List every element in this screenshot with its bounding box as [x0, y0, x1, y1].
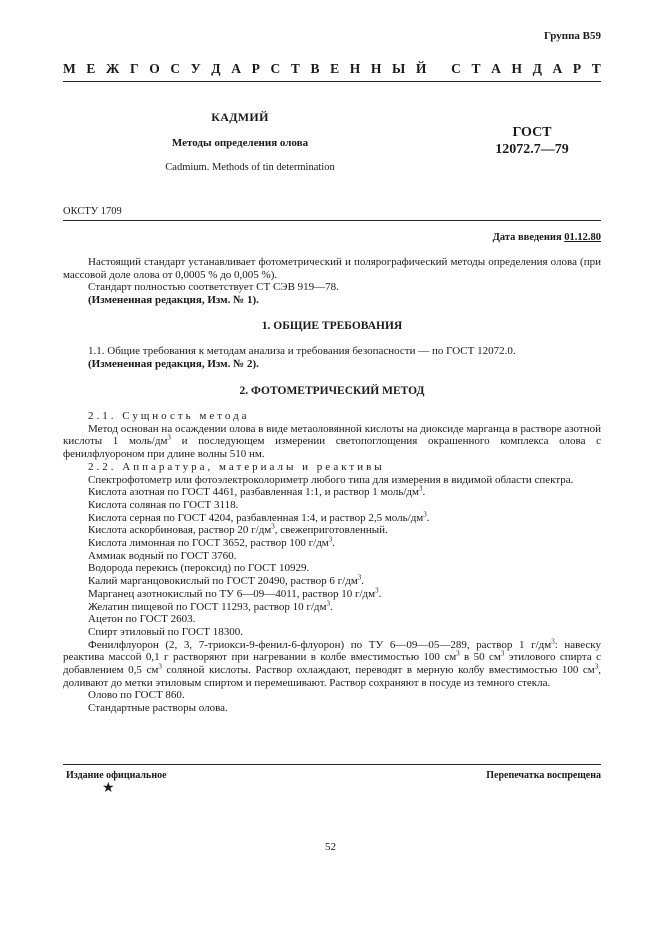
banner-letter: Р — [251, 61, 260, 76]
reagent-item: Кислота серная по ГОСТ 4204, разбавленная 1:4, и раствор 2,5 моль/$дм^3$. — [88, 509, 430, 524]
section-1-text — [63, 345, 601, 370]
document-subtitle: Методы определения олова — [171, 137, 309, 149]
banner-letter: М — [63, 61, 76, 76]
banner-letter: С — [170, 61, 181, 76]
banner-rule — [63, 81, 601, 82]
reagent-item: Кислота лимонная по ГОСТ 3652, раствор 100 $г/дм^3$. — [88, 535, 335, 550]
reagent-item: Фенилфлуорон (2, 3, 7-триокси-9-фенил-6-флуорон) по ТУ 6—09—05—289, раствор 1 $г/дм^3$: навеску реактива массой 0,1 г растворяют при нагревании в колбе вместимостью 100 $см^3$ в 50 $см^3$ этилового спирта с добавлением 0,5 $см^3$ соляной кислоты. Раствор охлаждают, переводят в мерную колбу вместимостью 100 $см^3$, доливают до метки этиловым спиртом и перемешивают. Раствор сохраняют в посуде из темного стекла. — [63, 637, 602, 689]
reagent-item: Стандартные растворы олова. — [88, 702, 228, 715]
reagent-item: Калий марганцовокислый по ГОСТ 20490, раствор 6 $г/дм^3$. — [88, 573, 365, 588]
banner-gap — [437, 61, 440, 77]
banner-letter: У — [190, 61, 201, 76]
amendment-note: (Измененная редакция, Изм. № 2). — [88, 357, 259, 370]
reagent-item: Спирт этиловый по ГОСТ 18300. — [88, 625, 244, 638]
reagent-item: Кислота азотная по ГОСТ 4461, разбавленная 1:1, и раствор 1 моль/$дм^3$. — [88, 484, 426, 499]
banner-letter: Ж — [106, 61, 120, 76]
banner-letter: Д — [211, 61, 221, 76]
method-essence-paragraph: Метод основан на осаждении олова в виде метаоловянной кислоты на диоксиде марганца в растворе азотной кислоты 1 моль/$дм^3$ и последующем измерении светопоглощения окрашенного комплекса олова с фенилфлуороном при длине волны 510 нм. — [63, 422, 601, 461]
official-edition-label: Издание официальное — [66, 770, 167, 781]
banner-letter: Д — [532, 61, 542, 76]
banner-letter: А — [552, 61, 563, 76]
amendment-note: (Измененная редакция, Изм. № 1). — [88, 294, 259, 307]
banner-letter: С — [451, 61, 461, 76]
section-1-paragraph: 1.1. Общие требования к методам анализа и требования безопасности — по ГОСТ 12072.0. — [88, 345, 516, 357]
reagent-item: Марганец азотнокислый по ТУ 6—09—4011, раствор 10 $г/дм^3$. — [88, 586, 382, 600]
banner-letter: А — [491, 61, 501, 76]
banner-letter: Т — [591, 61, 601, 76]
banner-letter: Н — [511, 61, 522, 76]
intro-text — [63, 256, 601, 307]
banner-letter: Т — [471, 61, 481, 76]
footer-rule — [63, 764, 601, 765]
banner-letter: С — [270, 61, 281, 76]
banner-letter: Н — [349, 61, 361, 76]
reagent-item: Желатин пищевой по ГОСТ 11293, раствор 10 $г/дм^3$. — [88, 598, 333, 613]
section-2-text — [63, 410, 601, 715]
group-label: Группа В59 — [543, 30, 601, 42]
reagent-item: Олово по ГОСТ 860. — [88, 689, 185, 702]
header-rule — [63, 220, 601, 221]
banner-letter: Й — [415, 61, 427, 76]
intro-paragraph: Настоящий стандарт устанавливает фотометрический и полярографический методы определения олова (при массовой доле олова от 0,0005 % до 0,005 %). — [63, 256, 601, 281]
section-1-heading: 1. ОБЩИЕ ТРЕБОВАНИЯ — [261, 320, 403, 332]
equipment-item: Спектрофотометр или фотоэлектроколориметр любого типа для измерения в видимой области спектра. — [88, 473, 574, 486]
oksty-code: ОКСТУ 1709 — [63, 206, 122, 217]
banner-letter: А — [231, 61, 241, 76]
intro-paragraph: Стандарт полностью соответствует СТ СЭВ 919—78. — [88, 281, 339, 294]
gost-number: 12072.7—79 — [495, 142, 569, 157]
document-title: КАДМИЙ — [211, 110, 269, 124]
banner-letter: Е — [330, 61, 340, 76]
banner-letter: Т — [290, 61, 300, 76]
star-icon: ★ — [102, 781, 115, 796]
reagent-item: Ацетон по ГОСТ 2603. — [88, 613, 196, 626]
banner-letter: Е — [86, 61, 96, 76]
page-number: 52 — [325, 841, 336, 853]
banner-letter: Р — [572, 61, 582, 76]
english-title: Cadmium. Methods of tin determination — [165, 162, 335, 173]
reagent-item: Кислота соляная по ГОСТ 3118. — [88, 498, 239, 511]
banner-letter: Г — [130, 61, 139, 76]
date-label: Дата введения — [492, 232, 565, 243]
standard-banner — [63, 61, 601, 77]
date-value: 01.12.80 — [564, 232, 601, 243]
banner-letter: О — [149, 61, 160, 76]
reagent-item: Кислота аскорбиновая, раствор 20 $г/дм^3$, свежеприготовленный. — [88, 522, 388, 537]
introduction-date — [493, 232, 601, 243]
reagent-item: Водорода перекись (пероксид) по ГОСТ 10929. — [88, 562, 310, 575]
gost-label: ГОСТ — [512, 125, 552, 140]
subsection-title: 2.1. Сущность метода — [88, 410, 250, 422]
section-2-heading: 2. ФОТОМЕТРИЧЕСКИЙ МЕТОД — [239, 385, 425, 397]
subsection-title: 2.2. Аппаратура, материалы и реактивы — [88, 460, 385, 473]
gost-designation — [472, 124, 592, 158]
banner-letter: Ы — [392, 61, 406, 76]
banner-letter: Н — [370, 61, 382, 76]
reagent-item: Аммиак водный по ГОСТ 3760. — [88, 549, 237, 562]
reprint-prohibited-label: Перепечатка воспрещена — [486, 770, 601, 781]
banner-letter: В — [310, 61, 320, 76]
